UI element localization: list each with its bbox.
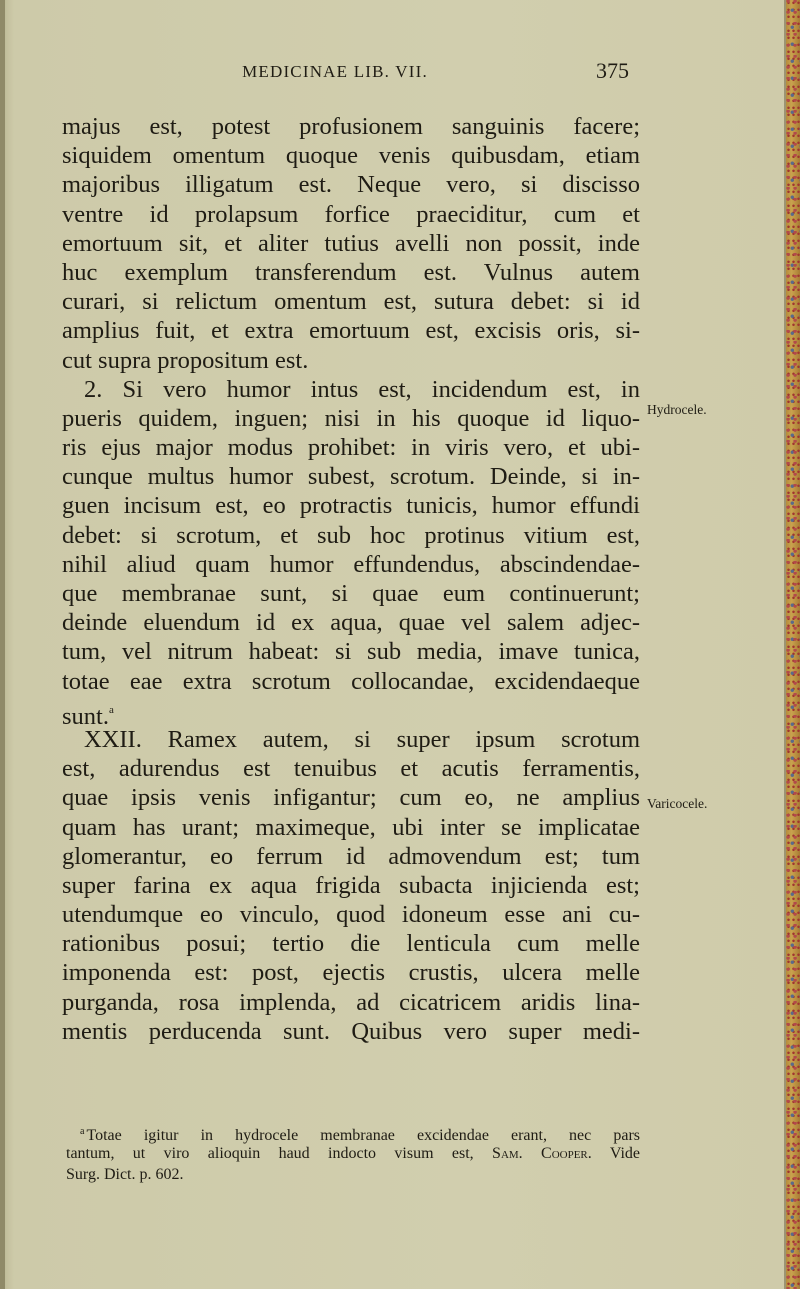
text-line: rationibus posui; tertio die lenticula cum melle	[62, 930, 640, 958]
text-line: ris ejus major modus prohibet: in viris vero, et ubi-	[62, 434, 640, 462]
text-line: cunque multus humor subest, scrotum. Deinde, si in-	[62, 463, 640, 491]
text-line: que membranae sunt, si quae eum continuerunt;	[62, 580, 640, 607]
margin-note-hydrocele: Hydrocele.	[647, 402, 707, 417]
text-line: quam has urant; maximeque, ubi inter se implicatae	[62, 813, 640, 841]
text-line: deinde eluendum id ex aqua, quae vel salem adjec-	[62, 609, 640, 637]
text-line: ventre id prolapsum forfice praeciditur, cum et	[62, 200, 640, 228]
text-line: majoribus illigatum est. Neque vero, si discisso	[62, 171, 640, 199]
text-line-chapter-xxii: XXII. Ramex autem, si super ipsum scrotum	[84, 725, 640, 753]
text-line-text: sunt.	[62, 702, 109, 730]
marbled-page-edge	[786, 0, 800, 1289]
text-line: pueris quidem, inguen; nisi in his quoque id liquo-	[62, 404, 640, 432]
text-line: totae eae extra scrotum collocandae, excidendaeque	[62, 667, 640, 695]
text-line: amplius fuit, et extra emortuum est, excisis oris, si-	[62, 317, 640, 345]
text-line: utendumque eo vinculo, quod idoneum esse ani cu-	[62, 901, 640, 929]
text-line: imponenda est: post, ejectis crustis, ulcera melle	[62, 959, 640, 987]
text-line: tum, vel nitrum habeat: si sub media, imave tunica,	[62, 638, 640, 666]
footnote-text: Totae igitur in hydrocele membranae excidendae erant, nec pars	[86, 1127, 640, 1144]
text-line: debet: si scrotum, et sub hoc protinus vitium est,	[62, 521, 640, 549]
text-line: curari, si relictum omentum est, sutura debet: si id	[62, 288, 640, 316]
margin-note-varicocele: Varicocele.	[647, 796, 708, 811]
footnote-text: tantum, ut viro alioquin haud indocto visum est,	[66, 1144, 474, 1162]
text-line: super farina ex aqua frigida subacta injicienda est;	[62, 871, 640, 899]
text-line: majus est, potest profusionem sanguinis facere;	[62, 113, 640, 140]
page-number: 375	[596, 58, 629, 83]
running-title: MEDICINAE LIB. VII.	[242, 62, 428, 81]
text-line: glomerantur, eo ferrum id admovendum est; tum	[62, 842, 640, 870]
text-line-with-footnote-ref	[62, 696, 640, 730]
footnote-author: Sam. Cooper.	[492, 1144, 592, 1162]
footnote-marker: a	[80, 1126, 85, 1137]
text-line: emortuum sit, et aliter tutius avelli non possit, inde	[62, 229, 640, 257]
text-line: guen incisum est, eo protractis tunicis, humor effundi	[62, 492, 640, 520]
text-line: nihil aliud quam humor effundendus, abscindendae-	[62, 550, 640, 578]
footnote-line	[66, 1121, 640, 1143]
text-line: quae ipsis venis infigantur; cum eo, ne amplius	[62, 784, 640, 812]
text-line: mentis perducenda sunt. Quibus vero super medi-	[62, 1017, 640, 1045]
text-line-section-2: 2. Si vero humor intus est, incidendum est, in	[84, 375, 640, 403]
body-text	[62, 112, 640, 1046]
gutter-shadow	[0, 0, 5, 1289]
footnote-line: Surg. Dict. p. 602.	[66, 1166, 184, 1183]
footnote-line	[66, 1143, 640, 1165]
text-line: cut supra propositum est.	[62, 346, 309, 374]
footnote-text: Vide	[609, 1144, 641, 1162]
footnote-reference[interactable]: a	[108, 703, 114, 716]
text-line: purganda, rosa implenda, ad cicatricem aridis lina-	[62, 988, 640, 1016]
footnote	[66, 1121, 640, 1186]
text-line: siquidem omentum quoque venis quibusdam, etiam	[62, 142, 640, 170]
text-line: huc exemplum transferendum est. Vulnus autem	[62, 258, 640, 286]
text-line: est, adurendus est tenuibus et acutis ferramentis,	[62, 755, 640, 783]
